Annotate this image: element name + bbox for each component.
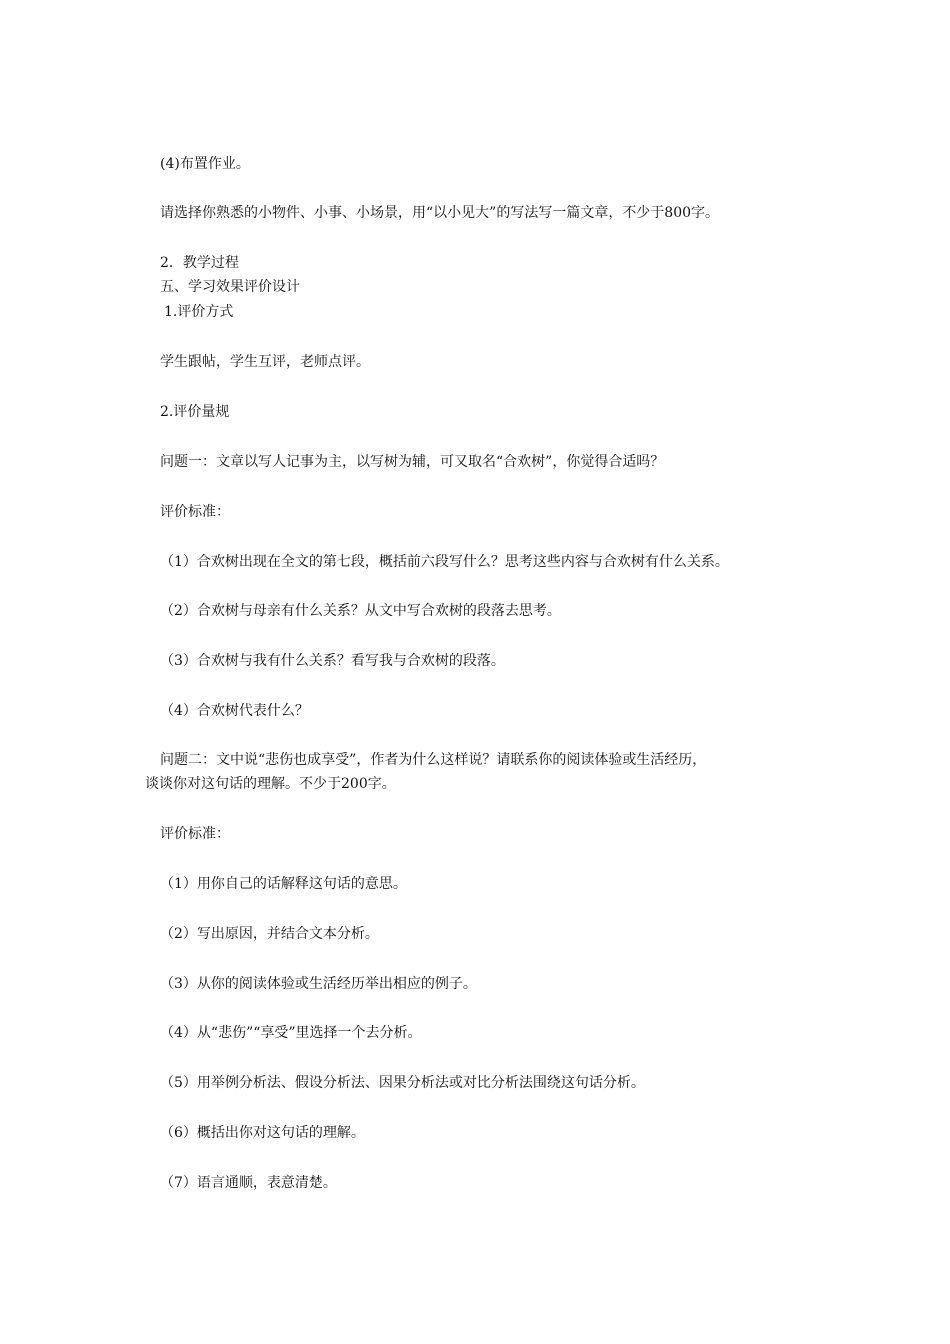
evaluation-method-heading: 1.评价方式 [164, 304, 234, 320]
q2-criterion-1: （1）用你自己的话解释这句话的意思。 [160, 876, 407, 892]
question-two-line-2: 谈谈你对这句话的理解。不少于200字。 [145, 776, 396, 792]
homework-instruction: 请选择你熟悉的小物件、小事、小场景，用“以小见大”的写法写一篇文章，不少于800字。 [160, 205, 720, 221]
teaching-process-heading: 2．教学过程 [160, 255, 239, 271]
q2-criterion-3: （3）从你的阅读体验或生活经历举出相应的例子。 [160, 976, 477, 992]
evaluation-method-text: 学生跟帖，学生互评，老师点评。 [160, 354, 370, 370]
q2-criterion-6: （6）概括出你对这句话的理解。 [160, 1125, 365, 1141]
q2-criterion-5: （5）用举例分析法、假设分析法、因果分析法或对比分析法围绕这句话分析。 [160, 1075, 645, 1091]
q1-criterion-4: （4）合欢树代表什么？ [160, 703, 309, 719]
criteria-heading-1: 评价标准： [160, 504, 230, 520]
question-two-line-1: 问题二：文中说“悲伤也成享受”，作者为什么这样说？请联系你的阅读体验或生活经历， [160, 752, 707, 768]
evaluation-rubric-heading: 2.评价量规 [160, 404, 230, 420]
section-five-heading: 五、学习效果评价设计 [160, 279, 300, 295]
homework-heading: (4)布置作业。 [160, 156, 250, 172]
q1-criterion-2: （2）合欢树与母亲有什么关系？从文中写合欢树的段落去思考。 [160, 603, 561, 619]
criteria-heading-2: 评价标准： [160, 826, 230, 842]
question-one: 问题一：文章以写人记事为主，以写树为辅，可又取名“合欢树”，你觉得合适吗？ [160, 454, 665, 470]
q1-criterion-1: （1）合欢树出现在全文的第七段，概括前六段写什么？思考这些内容与合欢树有什么关系。 [160, 554, 729, 570]
q2-criterion-7: （7）语言通顺，表意清楚。 [160, 1175, 337, 1191]
q1-criterion-3: （3）合欢树与我有什么关系？看写我与合欢树的段落。 [160, 653, 505, 669]
q2-criterion-4: （4）从“悲伤”“享受”里选择一个去分析。 [160, 1025, 422, 1041]
q2-criterion-2: （2）写出原因，并结合文本分析。 [160, 926, 379, 942]
